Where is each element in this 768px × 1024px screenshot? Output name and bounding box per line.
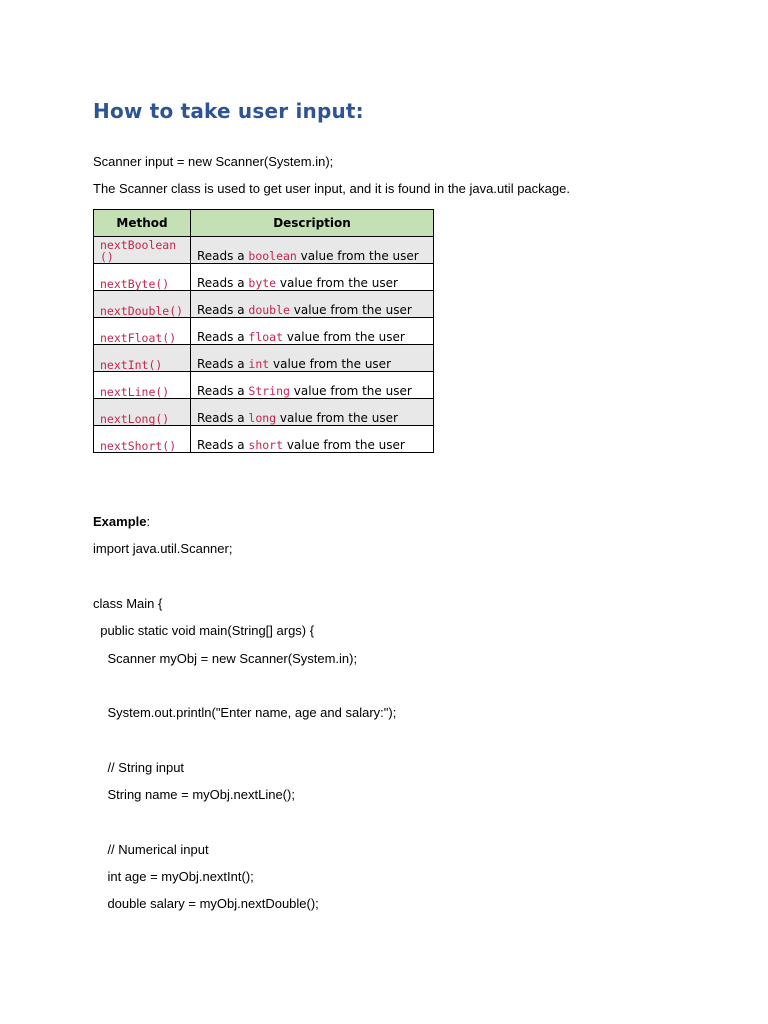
table-row <box>94 318 434 345</box>
method-description <box>191 426 434 453</box>
type-name: boolean <box>248 249 297 263</box>
code-line: import java.util.Scanner; <box>93 541 233 556</box>
page-title: How to take user input: <box>93 99 364 123</box>
desc-suffix: value from the user <box>276 276 398 290</box>
table-row <box>94 264 434 291</box>
desc-prefix: Reads a <box>197 438 249 452</box>
table-row <box>94 237 434 264</box>
table-row <box>94 345 434 372</box>
example-colon: : <box>146 514 151 529</box>
table-row <box>94 372 434 399</box>
type-name: byte <box>248 276 277 290</box>
method-name: nextShort() <box>94 426 191 453</box>
table-row <box>94 399 434 426</box>
desc-suffix: value from the user <box>289 303 412 317</box>
type-name: double <box>248 303 290 317</box>
method-description <box>191 318 434 345</box>
method-name: nextInt() <box>94 345 191 372</box>
desc-prefix: Reads a <box>197 330 249 344</box>
desc-suffix: value from the user <box>296 249 419 263</box>
code-line: double salary = myObj.nextDouble(); <box>93 896 319 911</box>
header-method: Method <box>94 210 191 237</box>
code-line: int age = myObj.nextInt(); <box>93 869 254 884</box>
desc-suffix: value from the user <box>289 384 412 398</box>
code-line: String name = myObj.nextLine(); <box>93 787 295 802</box>
type-name: int <box>248 357 270 371</box>
example-label: Example <box>93 514 147 529</box>
code-line: // String input <box>93 760 185 775</box>
method-description <box>191 345 434 372</box>
code-line: public static void main(String[] args) { <box>93 623 315 638</box>
desc-prefix: Reads a <box>197 303 249 317</box>
table-header-row <box>94 210 434 237</box>
desc-suffix: value from the user <box>283 330 405 344</box>
desc-prefix: Reads a <box>197 249 249 263</box>
desc-suffix: value from the user <box>283 438 405 452</box>
type-name: float <box>248 330 284 344</box>
type-name: short <box>248 438 284 452</box>
code-line: // Numerical input <box>93 842 209 857</box>
header-description: Description <box>191 210 434 237</box>
type-name: long <box>248 411 277 425</box>
table-row <box>94 426 434 453</box>
method-description <box>191 399 434 426</box>
scanner-methods-table <box>93 209 434 453</box>
method-name: nextByte() <box>94 264 191 291</box>
example-heading <box>93 514 150 530</box>
type-name: String <box>248 384 290 398</box>
method-name: nextBoolean() <box>94 237 191 264</box>
code-line: Scanner myObj = new Scanner(System.in); <box>93 651 358 666</box>
method-name: nextLine() <box>94 372 191 399</box>
desc-prefix: Reads a <box>197 357 249 371</box>
method-description <box>191 237 434 264</box>
table-row <box>94 291 434 318</box>
method-name: nextLong() <box>94 399 191 426</box>
desc-prefix: Reads a <box>197 411 249 425</box>
method-description <box>191 372 434 399</box>
intro-line-description: The Scanner class is used to get user input, and it is found in the java.util package. <box>93 181 570 196</box>
desc-suffix: value from the user <box>276 411 398 425</box>
method-name: nextDouble() <box>94 291 191 318</box>
code-line: System.out.println("Enter name, age and salary:"); <box>93 705 397 720</box>
method-description <box>191 291 434 318</box>
desc-prefix: Reads a <box>197 384 249 398</box>
desc-suffix: value from the user <box>269 357 391 371</box>
desc-prefix: Reads a <box>197 276 249 290</box>
intro-line-scanner: Scanner input = new Scanner(System.in); <box>93 154 334 169</box>
method-description <box>191 264 434 291</box>
method-name: nextFloat() <box>94 318 191 345</box>
code-line: class Main { <box>93 596 163 611</box>
